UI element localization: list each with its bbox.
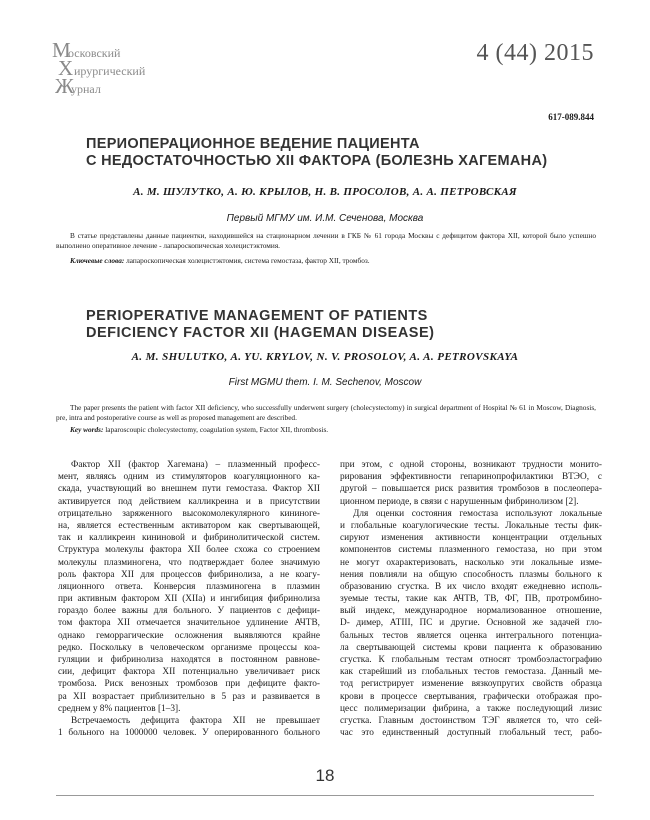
body-text-line: Структура молекулы фактора XII более схожа со строением [58, 545, 320, 556]
body-text-line: активируется под действием калликреина и в присутствии [58, 496, 320, 507]
body-text-line: час это единственный доступный глобальный тест, рабо- [340, 728, 602, 739]
body-text-line: однако геморрагические осложнения выявляются крайне [58, 630, 320, 641]
body-text-line: тод регистрирует изменение вязкоупругих свойств образца [340, 679, 602, 690]
body-text-line: 1 больного на 1000000 человек. У оперированного больного [58, 728, 320, 739]
abstract-english: The paper presents the patient with factor XII deficiency, who successfully underwent surgery (cholecystectomy) in surgical department of Hospital № 61 in Moscow, Diagnosis, pre, intra and postoperative course as well as proposed management are described. [56, 403, 596, 422]
body-text-line: сируют изменения активности концентрации отдельных [340, 533, 602, 544]
keywords-label-english: Key words: [70, 425, 104, 434]
body-text-line: роль фактора XII для процессов фибринолиза, а не коагу- [58, 569, 320, 580]
body-text-line: Для оценки состояния гемостаза используют локальные [353, 508, 602, 519]
title-russian [86, 136, 586, 170]
body-text-line: рирования эффективности гепаринопрофилактики ВТЭО, с [340, 472, 602, 483]
body-text-line: D- димер, АТIII, ПС и другие. Основной же задачей гло- [340, 618, 602, 629]
keywords-russian [70, 256, 596, 266]
body-text-line: гуляции и фибринолиза находятся в постоянном равнове- [58, 655, 320, 665]
body-text-line: редко. Поскольку в человеческом организме процессы коа- [58, 642, 320, 653]
keywords-text-english: laparoscoupic cholecystectomy, coagulation system, Factor XII, thrombosis. [103, 425, 329, 434]
udc-code: 617-089.844 [548, 112, 594, 122]
body-text-line: отрицательно заряженного высокомолекулярного кининоге- [58, 508, 320, 519]
journal-logo [52, 36, 172, 96]
body-text-line: крови в процессе свертывания, графически отображая про- [340, 691, 602, 702]
logo-initial-m: М [52, 38, 71, 62]
body-text-line: не могут охарактеризовать, насколько эти локальные изме- [340, 557, 602, 568]
title-russian-line1: ПЕРИОПЕРАЦИОННОЕ ВЕДЕНИЕ ПАЦИЕНТА [86, 136, 420, 152]
logo-initial-zh: Ж [55, 74, 74, 98]
body-text-line: среднем у 8% пациентов [1–3]. [58, 703, 181, 714]
body-text-line: Встречаемость дефицита фактора XII не превышает [71, 715, 320, 726]
body-text-line: образованию сгустка. В их число входят ежедневно исполь- [340, 581, 602, 592]
affiliation-english: First MGMU them. I. M. Sechenov, Moscow [228, 377, 422, 388]
body-text-line: ляционного ответа. Конверсия плазминогена в плазмин [58, 581, 320, 592]
abstract-russian: В статье представлены данные пациентки, находившейся на стационарном лечении в ГКБ № 61 города Москвы с дефицитом фактора XII, которой было успешно выполнено оперативное лечение - лапароскопическая холецистэктомия. [56, 231, 596, 250]
title-english [86, 308, 586, 342]
body-text-line: нения повлияли на общую способность плазмы больного к [340, 569, 602, 580]
body-text-line: молекулы плазминогена, что подтверждает более значимую [58, 557, 320, 568]
affiliation-russian: Первый МГМУ им. И.М. Сеченова, Москва [226, 213, 424, 224]
footer-rule [56, 795, 594, 796]
journal-name-line2: ирургический [74, 64, 146, 78]
body-text-line: Фактор XII (фактор Хагемана) – плазменный професс- [71, 460, 320, 470]
keywords-text-russian: лапароскопическая холецистэктомия, система гемостаза, фактор XII, тромбоз. [124, 256, 370, 265]
body-text-line: вый индекс, международное нормализованное отношение, [340, 606, 602, 617]
keywords-label-russian: Ключевые слова: [70, 256, 125, 265]
body-text-line: другой – повышается риск развития тромбозов в послеопера- [340, 484, 602, 495]
body-text-line: том фактора XII отмечается значительное удлинение АЧТВ, [58, 618, 320, 629]
body-text-line: как старейший из глобальных тестов гемостаза. Данный ме- [340, 667, 602, 678]
body-text-line: скада, участвующий во внешнем пути гемостаза. Фактор XII [58, 484, 320, 495]
body-text-line: и глобальные коагулогические тесты. Локальные тесты фик- [340, 520, 602, 531]
body-text-line: мент, являясь одним из стимуляторов коагуляционного ка- [58, 472, 320, 483]
body-text-line: при этом, с одной стороны, возникают трудности монито- [340, 460, 602, 470]
journal-name-line3: урнал [71, 82, 101, 96]
body-text-line: сии, дефицит фактора XII потенциально увеличивает риск [58, 667, 320, 678]
body-text-line: тромбоза. Риск венозных тромбозов при дефиците факто- [58, 679, 320, 690]
body-text-line: бальных тестов является оценка интегрального потенциа- [340, 630, 602, 641]
body-column-right [340, 459, 602, 739]
title-english-line2: DEFICIENCY FACTOR XII (HAGEMAN DISEASE) [86, 325, 435, 341]
body-text-line: гораздо более важны для больного. У пациентов с дефици- [58, 606, 320, 617]
body-text-line: при активным фактором XII (XIIa) и ингибиция фибринолиза [58, 594, 320, 605]
body-text-line: ла свертывающей системы крови пациента к образованию [340, 642, 602, 653]
authors-russian: А. М. ШУЛУТКО, А. Ю. КРЫЛОВ, Н. В. ПРОСОЛОВ, А. А. ПЕТРОВСКАЯ [133, 186, 517, 198]
body-text-line: цесс полимеризации фибрина, а также последующий лизис [340, 703, 602, 714]
title-english-line1: PERIOPERATIVE MANAGEMENT OF PATIENTS [86, 308, 428, 324]
issue-number: 4 (44) 2015 [476, 40, 594, 66]
authors-english: A. M. SHULUTKO, A. YU. KRYLOV, N. V. PROSOLOV, A. A. PETROVSKAYA [131, 351, 519, 363]
title-russian-line2: С НЕДОСТАТОЧНОСТЬЮ XII ФАКТОРА (БОЛЕЗНЬ ХАГЕМАНА) [86, 153, 548, 169]
journal-name-line1: осковский [68, 46, 121, 60]
body-text-line: сгустка. Главным достоинством ТЭГ является то, что сей- [340, 715, 602, 726]
keywords-english [70, 425, 596, 435]
body-text-line: компонентов системы плазменного гемостаза, но при этом [340, 545, 602, 556]
body-text-line: сгустка. К глобальным тестам относят тромбоэластографию [340, 655, 602, 665]
page-number: 18 [315, 766, 335, 785]
body-text-line: ционном периоде, в связи с нарушенным фибринолизом [2]. [340, 496, 579, 507]
body-column-left [58, 459, 320, 739]
body-text-line: зуемые тесты, такие как АЧТВ, ТВ, ФГ, ПВ, протромбино- [340, 594, 602, 605]
logo-initial-kh: Х [58, 56, 74, 80]
body-text-line: на, является естественным активатором как свертывающей, [58, 520, 320, 531]
body-text-line: так и калликреин кининовой и фибринолитической систем. [58, 533, 320, 544]
body-text-line: ра XII возрастает приблизительно в 5 раз и развивается в [58, 691, 320, 702]
